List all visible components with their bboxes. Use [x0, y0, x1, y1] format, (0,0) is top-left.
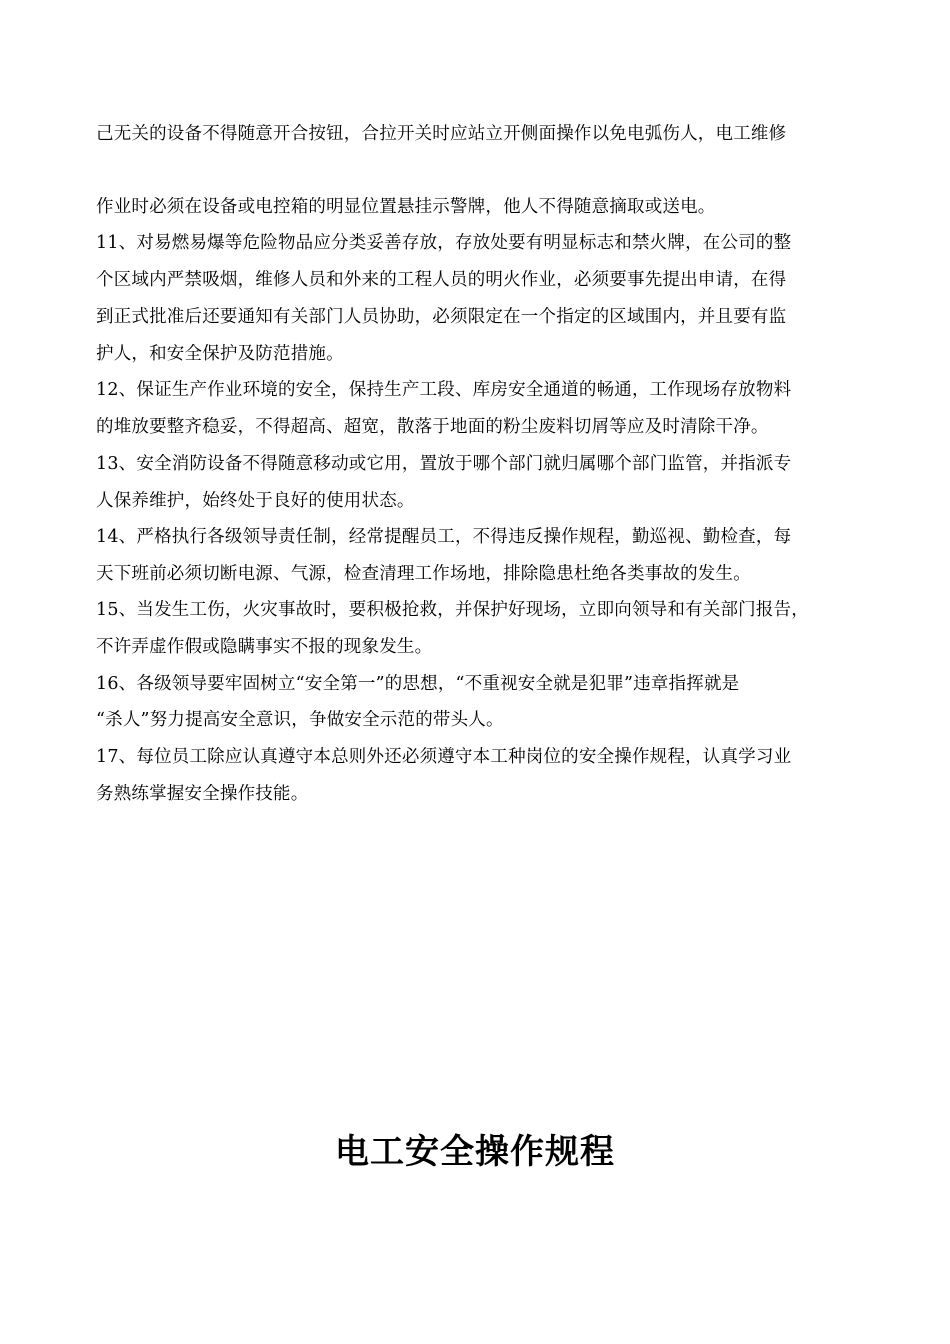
text-line: 16、各级领导要牢固树立“安全第一”的思想，“不重视安全就是犯罪”违章指挥就是	[96, 674, 740, 694]
text-line: 12、保证生产作业环境的安全，保持生产工段、库房安全通道的畅通，工作现场存放物料	[96, 380, 792, 400]
text-line: 人保养维护，始终处于良好的使用状态。	[96, 491, 415, 511]
text-line: 17、每位员工除应认真遵守本总则外还必须遵守本工种岗位的安全操作规程，认真学习业	[96, 747, 792, 767]
text-line: 务熟练掌握安全操作技能。	[96, 784, 309, 804]
text-line: 到正式批准后还要通知有关部门人员协助，必须限定在一个指定的区域围内，并且要有监	[96, 307, 787, 327]
text-line: 13、安全消防设备不得随意移动或它用，置放于哪个部门就归属哪个部门监管，并指派专	[96, 454, 792, 474]
text-line: 己无关的设备不得随意开合按钮，合拉开关时应站立开侧面操作以免电弧伤人，电工维修	[96, 124, 787, 144]
text-line: 14、严格执行各级领导责任制，经常提醒员工，不得违反操作规程，勤巡视、勤检查，每	[96, 527, 792, 547]
text-line: 作业时必须在设备或电控箱的明显位置悬挂示警牌，他人不得随意摘取或送电。	[96, 197, 716, 217]
text-line: 的堆放要整齐稳妥，不得超高、超宽，散落于地面的粉尘废料切屑等应及时清除干净。	[96, 417, 769, 437]
text-line: 15、当发生工伤，火灾事故时，要积极抢救，并保护好现场，立即向领导和有关部门报告，	[96, 600, 809, 620]
text-line: 11、对易燃易爆等危险物品应分类妥善存放，存放处要有明显标志和禁火牌，在公司的整	[96, 233, 792, 253]
text-line: 不许弄虚作假或隐瞒事实不报的现象发生。	[96, 637, 433, 657]
text-line: “杀人”努力提高安全意识，争做安全示范的带头人。	[96, 710, 504, 730]
text-line: 个区域内严禁吸烟，维修人员和外来的工程人员的明火作业，必须要事先提出申请，在得	[96, 270, 787, 290]
text-line: 天下班前必须切断电源、气源，检查清理工作场地，排除隐患杜绝各类事故的发生。	[96, 564, 751, 584]
text-line: 护人，和安全保护及防范措施。	[96, 344, 344, 364]
section-title: 电工安全操作规程	[335, 1132, 615, 1172]
